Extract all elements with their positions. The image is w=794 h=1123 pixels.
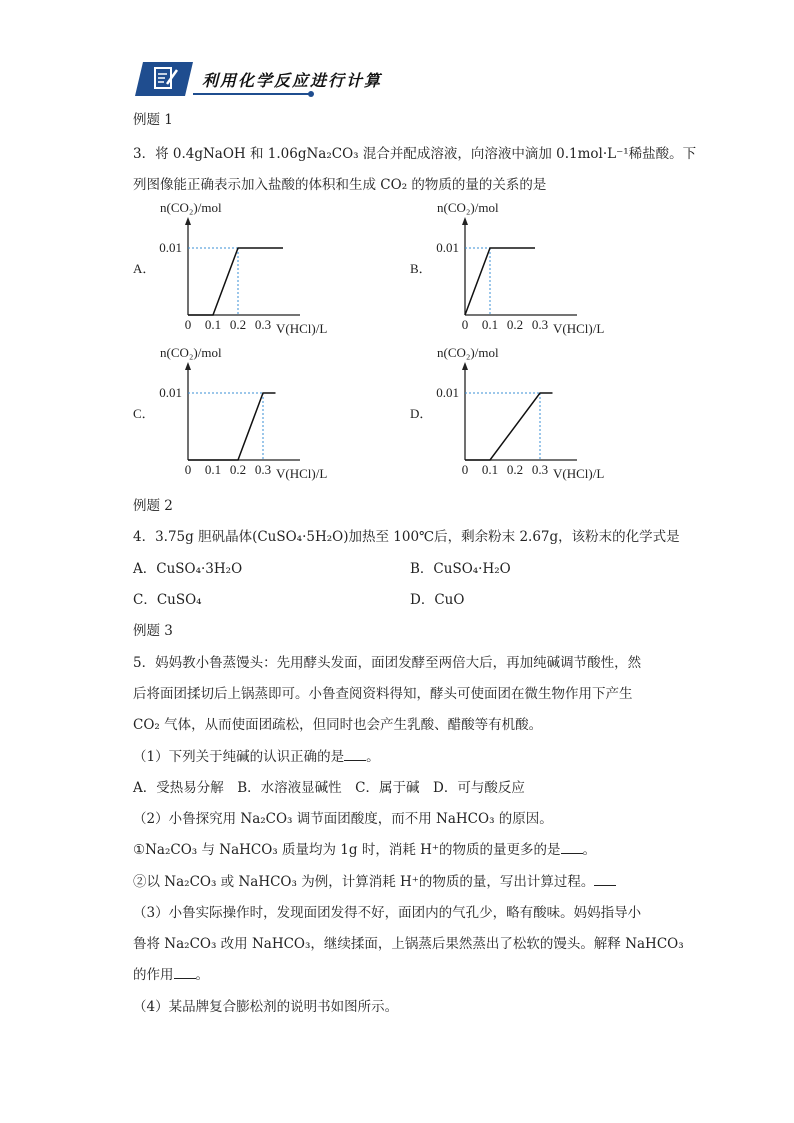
x-tick-label: 0.3 [531, 317, 549, 332]
q5-sub3-line2: 鲁将 Na₂CO₃ 改用 NaHCO₃，继续揉面，上锅蒸后果然蒸出了松软的馒头。解释 NaHCO₃ [133, 936, 684, 952]
section-title: 利用化学反应进行计算 [202, 71, 383, 90]
example-3-label: 例题 3 [133, 623, 173, 639]
x-tick-label: 0 [184, 317, 192, 332]
q5-sub2-b [133, 870, 616, 890]
x-tick-label: 0.3 [254, 317, 272, 332]
q5-paragraph-line2: 后将面团揉切后上锅蒸即可。小鲁查阅资料得知，酵头可使面团在微生物作用下产生 [133, 686, 633, 702]
banner-dot [308, 91, 314, 97]
answer-blank[interactable] [561, 852, 583, 854]
banner-underline [193, 93, 313, 95]
q5-sub2: （2）小鲁探究用 Na₂CO₃ 调节面团酸度，而不用 NaHCO₃ 的原因。 [133, 811, 553, 827]
q3-stem-line1: 3．将 0.4gNaOH 和 1.06gNa₂CO₃ 混合并配成溶液，向溶液中滴加 0.1mol·L⁻¹稀盐酸。下 [133, 146, 697, 162]
x-tick-label: 0 [184, 462, 192, 477]
q5-sub4: （4）某品牌复合膨松剂的说明书如图所示。 [133, 999, 399, 1015]
q5-sub2-a [133, 838, 596, 858]
q5-sub2-a-text: ①Na₂CO₃ 与 NaHCO₃ 质量均为 1g 时，消耗 H⁺的物质的量更多的是 [133, 842, 561, 858]
y-axis-label: n(CO₂)/mol [437, 345, 499, 360]
q5-paragraph-line3: CO₂ 气体，从而使面团疏松，但同时也会产生乳酸、醋酸等有机酸。 [133, 717, 543, 733]
q5-sub1-text: （1）下列关于纯碱的认识正确的是 [133, 749, 345, 765]
series-line [188, 248, 283, 315]
x-axis-label: V(HCl)/L [553, 466, 605, 481]
series-line [465, 393, 553, 460]
q4-option-a: A．CuSO₄·3H₂O [133, 561, 243, 577]
chart-option-b [405, 195, 635, 340]
y-tick-label: 0.01 [436, 385, 459, 400]
option-letter: A． [133, 261, 156, 276]
series-line [188, 393, 276, 460]
q5-paragraph-line1: 5．妈妈教小鲁蒸馒头：先用酵头发面，面团发酵至两倍大后，再加纯碱调节酸性，然 [133, 655, 642, 671]
q5-sub2-a-end: 。 [582, 842, 597, 858]
x-tick-label: 0.1 [481, 462, 499, 477]
option-letter: B． [410, 261, 432, 276]
y-tick-label: 0.01 [436, 240, 459, 255]
x-tick-label: 0.2 [506, 317, 524, 332]
chart-option-c [128, 340, 358, 485]
q5-sub3-line1: （3）小鲁实际操作时，发现面团发得不好，面团内的气孔少，略有酸味。妈妈指导小 [133, 905, 642, 921]
q5-sub1 [133, 745, 380, 765]
chart-option-a [128, 195, 358, 340]
example-2-label: 例题 2 [133, 498, 173, 514]
q4-option-d: D．CuO [410, 592, 465, 608]
answer-blank[interactable] [594, 884, 616, 886]
option-letter: D． [410, 406, 433, 421]
series-line [465, 248, 535, 315]
x-tick-label: 0.3 [531, 462, 549, 477]
x-tick-label: 0.2 [506, 462, 524, 477]
x-axis-label: V(HCl)/L [276, 466, 328, 481]
y-tick-label: 0.01 [159, 385, 182, 400]
x-tick-label: 0.1 [204, 462, 222, 477]
q5-sub3-end: 。 [195, 967, 209, 983]
x-axis-label: V(HCl)/L [553, 321, 605, 336]
y-axis-arrow [185, 362, 191, 370]
y-axis-arrow [462, 217, 468, 225]
y-axis-label: n(CO₂)/mol [437, 200, 499, 215]
q5-sub3-line3 [133, 963, 209, 983]
y-tick-label: 0.01 [159, 240, 182, 255]
q3-stem-line2: 列图像能正确表示加入盐酸的体积和生成 CO₂ 的物质的量的关系的是 [133, 177, 547, 193]
y-axis-arrow [185, 217, 191, 225]
chart-option-d [405, 340, 635, 485]
q5-sub3-text: 的作用 [133, 967, 174, 983]
x-tick-label: 0.3 [254, 462, 272, 477]
y-axis-arrow [462, 362, 468, 370]
q4-option-b: B．CuSO₄·H₂O [410, 561, 511, 577]
x-axis-label: V(HCl)/L [276, 321, 328, 336]
q4-stem: 4．3.75g 胆矾晶体(CuSO₄·5H₂O)加热至 100℃后，剩余粉末 2.67g，该粉末的化学式是 [133, 529, 680, 545]
x-tick-label: 0 [461, 317, 469, 332]
x-tick-label: 0 [461, 462, 469, 477]
x-tick-label: 0.1 [204, 317, 222, 332]
y-axis-label: n(CO₂)/mol [160, 200, 222, 215]
x-tick-label: 0.2 [229, 462, 247, 477]
answer-blank[interactable] [344, 759, 366, 761]
q5-sub1-options: A．受热易分解 B．水溶液显碱性 C．属于碱 D．可与酸反应 [133, 780, 525, 796]
q5-sub1-end: 。 [366, 749, 380, 765]
q5-sub2-b-text: ②以 Na₂CO₃ 或 NaHCO₃ 为例，计算消耗 H⁺的物质的量，写出计算过程。 [133, 874, 595, 890]
q4-option-c: C．CuSO₄ [133, 592, 202, 608]
x-tick-label: 0.1 [481, 317, 499, 332]
y-axis-label: n(CO₂)/mol [160, 345, 222, 360]
notebook-pen-icon [135, 62, 193, 96]
example-1-label: 例题 1 [133, 112, 173, 128]
answer-blank[interactable] [174, 977, 196, 979]
x-tick-label: 0.2 [229, 317, 247, 332]
option-letter: C． [133, 406, 155, 421]
